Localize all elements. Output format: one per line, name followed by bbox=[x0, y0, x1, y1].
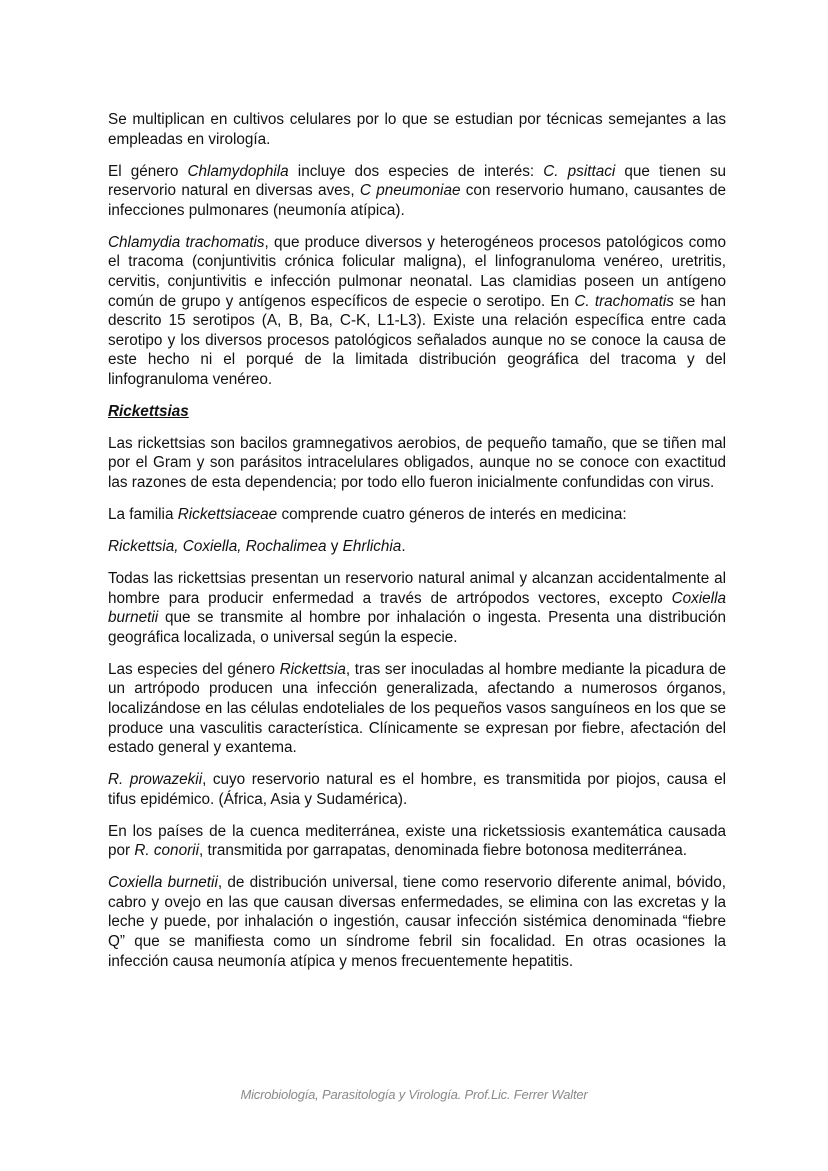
genus-name: Chlamydophila bbox=[187, 162, 289, 180]
paragraph-text: . bbox=[401, 538, 406, 556]
species-name: Coxiella burnetii bbox=[108, 589, 726, 627]
species-name: R. conorii bbox=[134, 842, 199, 860]
paragraph-text: Las rickettsias son bacilos gramnegativos aerobios, de pequeño tamaño, que se tiñen mal por el Gram y son parásitos intracelulares obligados, aunque no se conoce con exactitud las razones de esta dependencia; por todo ello fueron inicialmente confundidas con virus. bbox=[108, 434, 726, 492]
section-heading-rickettsias: Rickettsias bbox=[108, 402, 189, 420]
paragraph-text: En los países de la cuenca mediterránea, existe una ricketssiosis exantemática causada por bbox=[108, 822, 726, 860]
paragraph-text: Las especies del género bbox=[108, 660, 280, 678]
paragraph-text: que tienen su reservorio natural en diversas aves, bbox=[108, 162, 727, 200]
paragraph-text: Todas las rickettsias presentan un reservorio natural animal y alcanzan accidentalmente al hombre para producir enfermedad a través de artrópodos vectores, excepto bbox=[108, 570, 726, 607]
paragraph-text: incluye dos especies de interés: bbox=[288, 162, 544, 180]
paragraph-reservoir bbox=[108, 569, 726, 647]
species-name: Chlamydia trachomatis bbox=[108, 233, 265, 251]
paragraph-text: , de distribución universal, tiene como reservorio diferente animal, bóvido, cabro y ovejo en las que causan diversas enfermedades, se elimina con las excretas y la leche y puede, por inhalación o ingestión, causar infección sistémica denominada “fiebre Q” que se manifiesta como un síndrome febril sin focalidad. En otras ocasiones la infección causa neumonía atípica y menos frecuentemente hepatitis. bbox=[108, 874, 726, 970]
paragraph-text: Se multiplican en cultivos celulares por lo que se estudian por técnicas semejantes a las empleadas en virología. bbox=[108, 111, 726, 148]
page-footer: Microbiología, Parasitología y Virología. Prof.Lic. Ferrer Walter bbox=[240, 1087, 588, 1102]
paragraph-cell-culture bbox=[108, 110, 726, 149]
paragraph-text: que se transmite al hombre por inhalación o ingesta. Presenta una distribución geográfica localizada, o universal según la especie. bbox=[108, 609, 726, 646]
paragraph-rickettsias-intro bbox=[108, 434, 726, 493]
genus-list: Rickettsia, Coxiella, Rochalimea bbox=[108, 538, 327, 556]
paragraph-mediterranean bbox=[108, 822, 726, 861]
paragraph-genera-list bbox=[108, 537, 726, 557]
paragraph-chlamydophila bbox=[108, 162, 726, 221]
genus-name: Rickettsia bbox=[279, 660, 346, 678]
paragraph-rickettsiaceae bbox=[108, 505, 726, 525]
species-name: C. psittaci bbox=[543, 162, 616, 180]
paragraph-text: , que produce diversos y heterogéneos procesos patológicos como el tracoma (conjuntivitis crónica folicular maligna), el linfogranuloma venéreo, uretritis, cervitis, conjuntivitis e infección pulmonar neonatal. Las clamidias poseen un antígeno común de grupo y antígenos específicos de especie o serotipo. En bbox=[108, 233, 726, 310]
paragraph-text: con reservorio humano, causantes de infecciones pulmonares (neumonía atípica). bbox=[108, 182, 726, 219]
paragraph-text: , cuyo reservorio natural es el hombre, es transmitida por piojos, causa el tifus epidémico. (África, Asia y Sudamérica). bbox=[108, 771, 726, 808]
species-name: C. trachomatis bbox=[574, 292, 674, 310]
paragraph-text: y bbox=[326, 538, 343, 556]
paragraph-text: comprende cuatro géneros de interés en medicina: bbox=[277, 506, 627, 524]
paragraph-text: , transmitida por garrapatas, denominada fiebre botonosa mediterránea. bbox=[198, 842, 688, 860]
species-name: C pneumoniae bbox=[359, 182, 461, 200]
paragraph-coxiella bbox=[108, 873, 726, 971]
paragraph-rickettsia-genus bbox=[108, 660, 726, 758]
species-name: Coxiella burnetii bbox=[108, 874, 218, 892]
paragraph-text: La familia bbox=[108, 506, 178, 524]
species-name: R. prowazekii bbox=[108, 771, 203, 789]
paragraph-text: El género bbox=[108, 162, 188, 180]
paragraph-chlamydia-trachomatis bbox=[108, 233, 726, 390]
genus-name: Ehrlichia bbox=[342, 538, 402, 556]
paragraph-prowazekii bbox=[108, 770, 726, 809]
paragraph-text: se han descrito 15 serotipos (A, B, Ba, C-K, L1-L3). Existe una relación específica entre cada serotipo y los diversos procesos patológicos señalados aunque no se conoce la causa de este hecho ni el porqué de la limitada distribución geográfica del tracoma y del linfogranuloma venéreo. bbox=[108, 292, 726, 388]
paragraph-text: , tras ser inoculadas al hombre mediante la picadura de un artrópodo producen una infección generalizada, afectando a numerosos órganos, localizándose en las células endoteliales de los pequeños vasos sanguíneos en los que se produce una vasculitis característica. Clínicamente se expresan por fiebre, afectación del estado general y exantema. bbox=[108, 660, 726, 757]
document-body bbox=[108, 110, 726, 971]
family-name: Rickettsiaceae bbox=[177, 506, 278, 524]
